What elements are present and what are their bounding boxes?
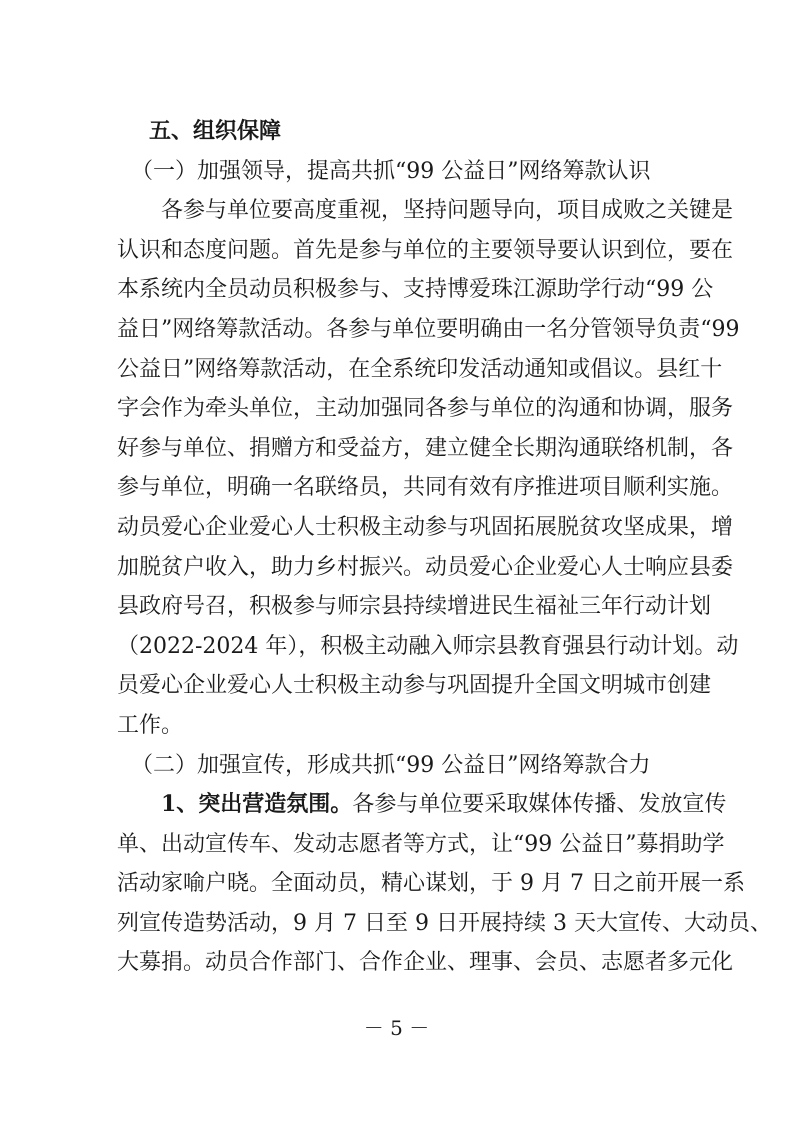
paragraph-line: 大募捐。动员合作部门、合作企业、理事、会员、志愿者多元化 <box>117 950 734 976</box>
paragraph-line <box>117 785 727 825</box>
subheading-1: （一）加强领导，提高共抓“99 公益日”网络筹款认识 <box>131 158 651 184</box>
paragraph-line: 本系统内全员动员积极参与、支持博爱珠江源助学行动“99 公 <box>117 277 714 303</box>
paragraph-line: 列宣传造势活动，9 月 7 日至 9 日开展持续 3 天大宣传、大动员、 <box>117 910 772 936</box>
item-title: 1、突出营造氛围。 <box>161 791 353 818</box>
paragraph-line: 县政府号召，积极参与师宗县持续增进民生福祉三年行动计划 <box>117 594 712 620</box>
section-heading: 五、组织保障 <box>149 119 282 144</box>
paragraph-line: 认识和态度问题。首先是参与单位的主要领导要认识到位，要在 <box>117 237 734 263</box>
paragraph-line: 益日”网络筹款活动。各参与单位要明确由一名分管领导负责“99 <box>117 316 740 342</box>
paragraph-line: 好参与单位、捐赠方和受益方，建立健全长期沟通联络机制，各 <box>117 435 734 461</box>
document-page <box>117 112 772 983</box>
paragraph-line: 员爱心企业爱心人士积极主动参与巩固提升全国文明城市创建 <box>117 673 712 699</box>
paragraph-line: 工作。 <box>117 712 184 738</box>
paragraph-line: （2022-2024 年），积极主动融入师宗县教育强县行动计划。动 <box>117 633 739 659</box>
paragraph-line: 动员爱心企业爱心人士积极主动参与巩固拓展脱贫攻坚成果，增 <box>117 514 734 540</box>
paragraph-line: 公益日”网络筹款活动，在全系统印发活动通知或倡议。县红十 <box>117 356 723 382</box>
subheading-2: （二）加强宣传，形成共抓“99 公益日”网络筹款合力 <box>131 752 651 778</box>
paragraph-line: 活动家喻户晓。全面动员，精心谋划，于 9 月 7 日之前开展一系 <box>117 871 745 897</box>
paragraph-line: 各参与单位要高度重视，坚持问题导向，项目成败之关键是 <box>161 198 734 224</box>
page-number: － 5 － <box>363 1016 430 1040</box>
paragraph-line: 字会作为牵头单位，主动加强同各参与单位的沟通和协调，服务 <box>117 396 734 422</box>
paragraph-line: 单、出动宣传车、发动志愿者等方式，让“99 公益日”募捐助学 <box>117 831 725 857</box>
paragraph-line: 加脱贫户收入，助力乡村振兴。动员爱心企业爱心人士响应县委 <box>117 554 734 580</box>
paragraph-line: 参与单位，明确一名联络员，共同有效有序推进项目顺利实施。 <box>117 475 734 501</box>
item-text: 各参与单位要采取媒体传播、发放宣传 <box>352 792 727 818</box>
